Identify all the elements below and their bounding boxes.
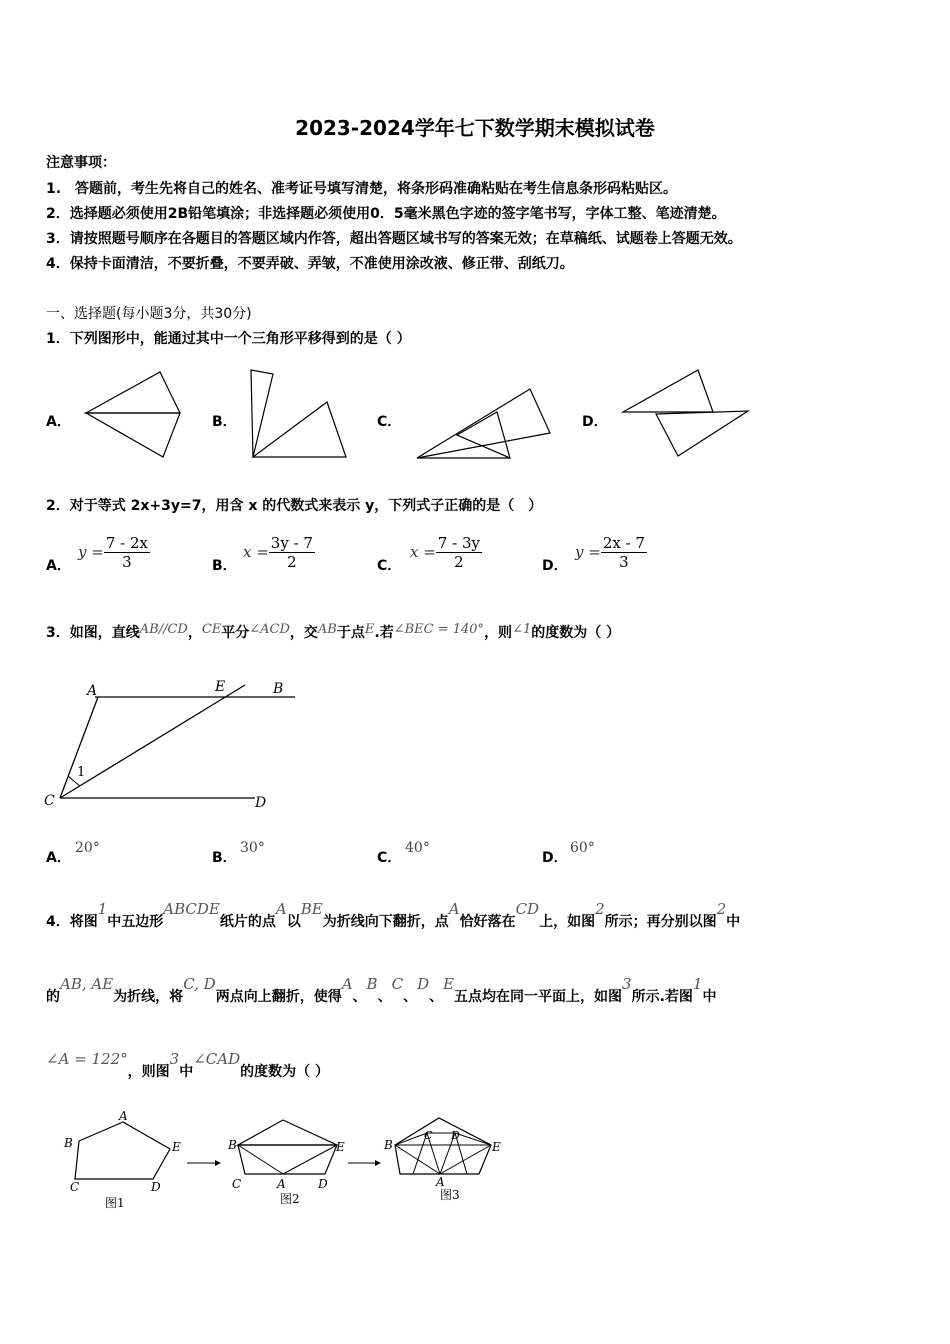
q4-text-segment: 中五边形 <box>107 914 164 930</box>
fig1-label-c: C <box>70 1180 80 1194</box>
point-c-label: C <box>44 793 55 809</box>
fig3-label-d: D <box>451 1129 460 1142</box>
q4-math-segment: D <box>417 975 430 993</box>
q3-text-1: 3．如图，直线 <box>46 625 140 641</box>
fig2-caption: 图2 <box>280 1192 300 1206</box>
q4-math-segment: C, D <box>183 975 216 993</box>
fig1-label-e: E <box>172 1140 181 1154</box>
q1-option-b-label: B． <box>212 414 237 430</box>
page-title: 2023-2024学年七下数学期末模拟试卷 <box>295 116 655 140</box>
fig1-label-a: A <box>119 1109 128 1123</box>
q4-math-segment: 1 <box>692 975 703 993</box>
fig2-line-ba <box>238 1145 283 1174</box>
q4-text-segment: 、 <box>377 989 392 1005</box>
q2-option-b-label: B． <box>212 558 237 574</box>
q3-text-6: .若 <box>374 625 394 641</box>
question-4-line-2 <box>46 975 716 1006</box>
q1-figure-d <box>618 364 758 464</box>
q4-math-segment: 3 <box>169 1050 180 1068</box>
point-a-label: A <box>87 683 98 699</box>
q1-figure-a <box>80 360 190 465</box>
q4-math-segment: B <box>366 975 378 993</box>
q3-text-8: 的度数为（ ） <box>531 625 621 641</box>
q4-text-segment: 所示.若图 <box>631 989 693 1005</box>
q2-option-c <box>410 528 482 576</box>
fig1-label-b: B <box>64 1136 73 1150</box>
fig3-label-e: E <box>492 1140 501 1154</box>
notice-heading: 注意事项： <box>46 155 116 171</box>
fig1-label-d: D <box>151 1180 161 1194</box>
point-d-label: D <box>255 795 267 811</box>
q2-option-c-var: x = <box>410 543 436 561</box>
fig3-label-a: A <box>436 1175 445 1189</box>
q4-text-segment: 恰好落在 <box>459 914 516 930</box>
q3-text-7: ，则 <box>484 625 513 641</box>
q2-option-b-den: 2 <box>287 552 297 571</box>
q4-math-segment: ∠A = 122° <box>46 1050 128 1068</box>
q4-text-segment: 中 <box>726 914 741 930</box>
q4-math-segment: E <box>443 975 455 993</box>
q3-option-c-label: C． <box>377 850 402 866</box>
notice-item-1: 1. 答题前，考生先将自己的姓名、准考证号填写清楚，将条形码准确粘贴在考生信息条形码粘贴区。 <box>46 181 678 197</box>
q4-text-segment: 的度数为（ ） <box>240 1064 329 1080</box>
q3-text-2: ， <box>187 625 202 641</box>
q4-text-segment: 的 <box>46 989 60 1005</box>
q4-math-segment: A <box>275 900 287 918</box>
q4-text-segment: 、 <box>429 989 444 1005</box>
q2-option-a-var: y = <box>78 543 104 561</box>
fig3-caption: 图3 <box>440 1188 460 1202</box>
q3-text-4: ，交 <box>289 625 318 641</box>
question-4-line-3 <box>46 1050 329 1081</box>
q2-option-c-label: C． <box>377 558 402 574</box>
line-ac <box>60 697 98 798</box>
q3-option-b-label: B． <box>212 850 237 866</box>
q4-math-segment: ABCDE <box>163 900 220 918</box>
question-4-line-1 <box>46 900 740 931</box>
q4-math-segment: A <box>341 975 353 993</box>
q2-option-b-var: x = <box>243 543 269 561</box>
q4-math-segment: ∠CAD <box>193 1050 241 1068</box>
arrow-2-head <box>375 1160 381 1166</box>
arrow-1-head <box>215 1160 221 1166</box>
q3-option-d-label: D． <box>542 850 568 866</box>
notice-item-3: 3．请按照题号顺序在各题目的答题区域内作答，超出答题区域书写的答案无效；在草稿纸、试题卷上答题无效。 <box>46 231 742 247</box>
q4-math-segment: 1 <box>97 900 108 918</box>
line-ce <box>60 685 245 798</box>
q4-text-segment: 上，如图 <box>539 914 596 930</box>
point-e-label: E <box>215 679 226 695</box>
q1-figure-b <box>245 360 355 465</box>
q2-option-d-var: y = <box>575 543 601 561</box>
q4-math-segment: A <box>448 900 460 918</box>
q4-text-segment: 以 <box>286 914 301 930</box>
fig2-label-d: D <box>318 1177 328 1191</box>
q2-option-d-fraction <box>601 534 647 571</box>
q4-text-segment: 五点均在同一平面上，如图 <box>454 989 623 1005</box>
q3-math-5: E <box>364 622 375 637</box>
q4-text-segment: 所示；再分别以图 <box>604 914 717 930</box>
q4-text-segment: 、 <box>352 989 367 1005</box>
question-1-stem: 1．下列图形中，能通过其中一个三角形平移得到的是（ ） <box>46 331 411 347</box>
q4-text-segment: 两点向上翻折，使得 <box>215 989 342 1005</box>
q2-option-d-den: 3 <box>619 552 629 571</box>
q2-option-a-label: A． <box>46 558 71 574</box>
q2-option-a-den: 3 <box>122 552 132 571</box>
q3-math-2: CE <box>201 622 222 637</box>
q3-option-b: 30° <box>240 840 265 856</box>
fig2-label-e: E <box>336 1140 345 1154</box>
q2-option-d <box>575 528 647 576</box>
q2-option-c-fraction <box>436 534 482 571</box>
q3-option-d: 60° <box>570 840 595 856</box>
q2-option-a-fraction <box>104 534 150 571</box>
fig2-body <box>238 1145 337 1174</box>
q3-text-3: 平分 <box>221 625 250 641</box>
q4-text-segment: 为折线，将 <box>113 989 184 1005</box>
q4-text-segment: 纸片的点 <box>219 914 276 930</box>
q3-math-3: ∠ACD <box>249 622 290 637</box>
q2-option-a <box>78 528 150 576</box>
fig3-label-b: B <box>384 1138 393 1152</box>
fig3-label-c: C <box>424 1129 433 1142</box>
fig1-caption: 图1 <box>105 1196 125 1210</box>
q3-option-c: 40° <box>405 840 430 856</box>
q4-text-segment: 、 <box>403 989 418 1005</box>
q2-option-d-label: D． <box>542 558 568 574</box>
q4-math-segment: 2 <box>595 900 605 918</box>
q4-text-segment: 为折线向下翻折，点 <box>322 914 449 930</box>
question-2-stem: 2．对于等式 2x+3y=7，用含 x 的代数式来表示 y，下列式子正确的是（ ） <box>46 498 543 514</box>
q3-text-5: 于点 <box>336 625 365 641</box>
q4-math-segment: C <box>391 975 404 993</box>
q2-option-a-num: 7 - 2x <box>105 533 148 552</box>
fig2-label-a: A <box>277 1177 286 1191</box>
fig3-line-de <box>455 1133 491 1145</box>
question-3-stem <box>46 622 620 642</box>
q2-option-b-fraction <box>269 534 315 571</box>
fig2-label-c: C <box>232 1177 242 1191</box>
section-heading: 一、选择题(每小题3分，共30分) <box>46 306 252 322</box>
q4-text-segment: ，则图 <box>127 1064 170 1080</box>
q1-option-c-label: C． <box>377 414 402 430</box>
q4-math-segment: AB, AE <box>60 975 114 993</box>
q2-option-d-num: 2x - 7 <box>602 533 645 552</box>
notice-item-2: 2．选择题必须使用2B铅笔填涂；非选择题必须使用0．5毫米黑色字迹的签字笔书写，字体工整、笔迹清楚。 <box>46 206 726 222</box>
q3-figure <box>40 675 310 815</box>
q3-math-4: AB <box>317 622 337 637</box>
q2-option-b-num: 3y - 7 <box>270 533 313 552</box>
q3-math-1: AB//CD <box>139 622 188 637</box>
q1-option-d-label: D． <box>582 414 608 430</box>
q4-math-segment: CD <box>515 900 540 918</box>
angle-1-label: 1 <box>77 765 86 780</box>
q4-math-segment: BE <box>300 900 323 918</box>
q1-option-a-label: A． <box>46 414 71 430</box>
fig2-label-b: B <box>228 1138 237 1152</box>
q4-figures <box>55 1105 505 1215</box>
q1-figure-c <box>412 380 557 465</box>
fig2-top-triangle <box>238 1120 337 1145</box>
fig1-pentagon <box>75 1122 170 1179</box>
q4-text-segment: 4．将图 <box>46 914 98 930</box>
q4-text-segment: 中 <box>179 1064 194 1080</box>
point-b-label: B <box>273 681 284 697</box>
q4-math-segment: 2 <box>716 900 727 918</box>
notice-item-4: 4．保持卡面清洁，不要折叠，不要弄破、弄皱，不准使用涂改液、修正带、刮纸刀。 <box>46 256 574 272</box>
q3-option-a-label: A． <box>46 850 71 866</box>
fig2-line-ae <box>283 1145 337 1174</box>
q2-option-b <box>243 528 315 576</box>
q4-math-segment: 3 <box>622 975 632 993</box>
q3-option-a: 20° <box>75 840 100 856</box>
q4-text-segment: 中 <box>702 989 717 1005</box>
q3-math-6: ∠BEC = 140° <box>393 622 485 637</box>
q2-option-c-den: 2 <box>454 552 464 571</box>
q3-math-7: ∠1 <box>512 622 532 637</box>
q2-option-c-num: 7 - 3y <box>437 533 480 552</box>
